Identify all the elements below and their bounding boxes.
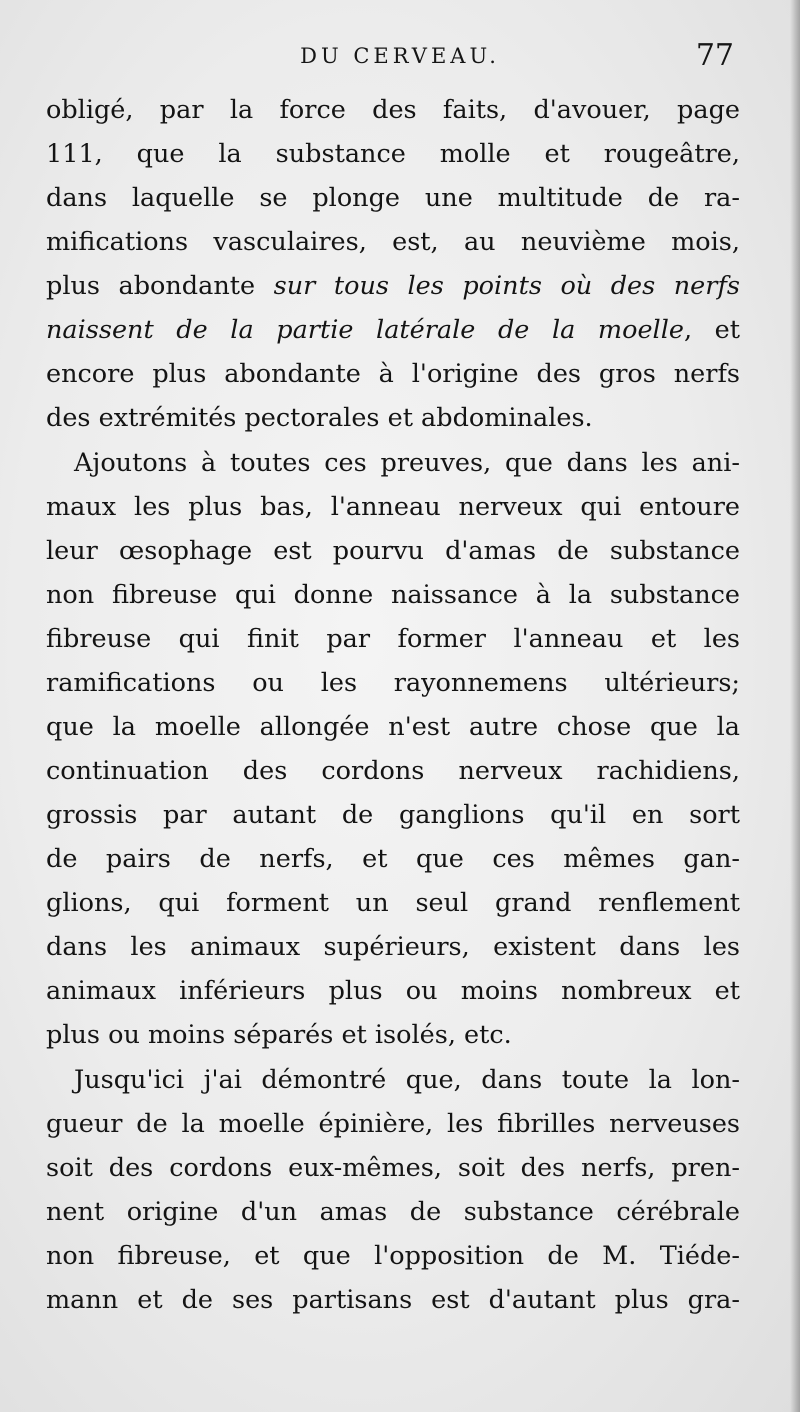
text-line: non fibreuse, et que l'opposition de M. Tiéde- — [46, 1241, 740, 1271]
text-line: animaux inférieurs plus ou moins nombreux et — [46, 976, 740, 1006]
text-line: non fibreuse qui donne naissance à la substance — [46, 580, 740, 610]
text-line: continuation des cordons nerveux rachidiens, — [46, 756, 740, 786]
text-line: soit des cordons eux-mêmes, soit des nerfs, pren- — [46, 1153, 740, 1183]
text-line: glions, qui forment un seul grand renflement — [46, 888, 740, 918]
text-line: fibreuse qui finit par former l'anneau et les — [46, 624, 740, 654]
text-line: des extrémités pectorales et abdominales. — [46, 403, 593, 433]
text-line: que la moelle allongée n'est autre chose que la — [46, 712, 740, 742]
text-line — [46, 264, 740, 308]
text-line: leur œsophage est pourvu d'amas de substance — [46, 536, 740, 566]
text-run: , et — [683, 315, 740, 345]
text-line: nent origine d'un amas de substance cérébrale — [46, 1197, 740, 1227]
text-line: maux les plus bas, l'anneau nerveux qui entoure — [46, 492, 740, 522]
text-line — [46, 308, 740, 352]
italic-text-run: naissent de la partie latérale de la moelle — [46, 315, 684, 345]
page-edge-shadow — [790, 0, 800, 1412]
text-line: grossis par autant de ganglions qu'il en sort — [46, 800, 740, 830]
text-line: 111, que la substance molle et rougeâtre, — [46, 139, 740, 169]
text-line: mann et de ses partisans est d'autant plus gra- — [46, 1285, 740, 1315]
text-line: obligé, par la force des faits, d'avouer, page — [46, 95, 740, 125]
text-line: Jusqu'ici j'ai démontré que, dans toute la lon- — [74, 1065, 740, 1095]
text-line: ramifications ou les rayonnemens ultérieurs; — [46, 668, 740, 698]
text-line: plus ou moins séparés et isolés, etc. — [46, 1020, 512, 1050]
text-line: encore plus abondante à l'origine des gros nerfs — [46, 359, 740, 389]
text-line: de pairs de nerfs, et que ces mêmes gan- — [46, 844, 740, 874]
italic-text-run: sur tous les points où des nerfs — [273, 271, 740, 301]
text-line: mifications vasculaires, est, au neuvième mois, — [46, 227, 740, 257]
text-run: plus abondante — [46, 271, 274, 301]
running-header: DU CERVEAU. — [300, 44, 500, 68]
text-line: Ajoutons à toutes ces preuves, que dans les ani- — [74, 448, 740, 478]
page-number: 77 — [695, 38, 734, 73]
text-line: gueur de la moelle épinière, les fibrilles nerveuses — [46, 1109, 740, 1139]
text-line: dans les animaux supérieurs, existent dans les — [46, 932, 740, 962]
text-line: dans laquelle se plonge une multitude de ra- — [46, 183, 740, 213]
